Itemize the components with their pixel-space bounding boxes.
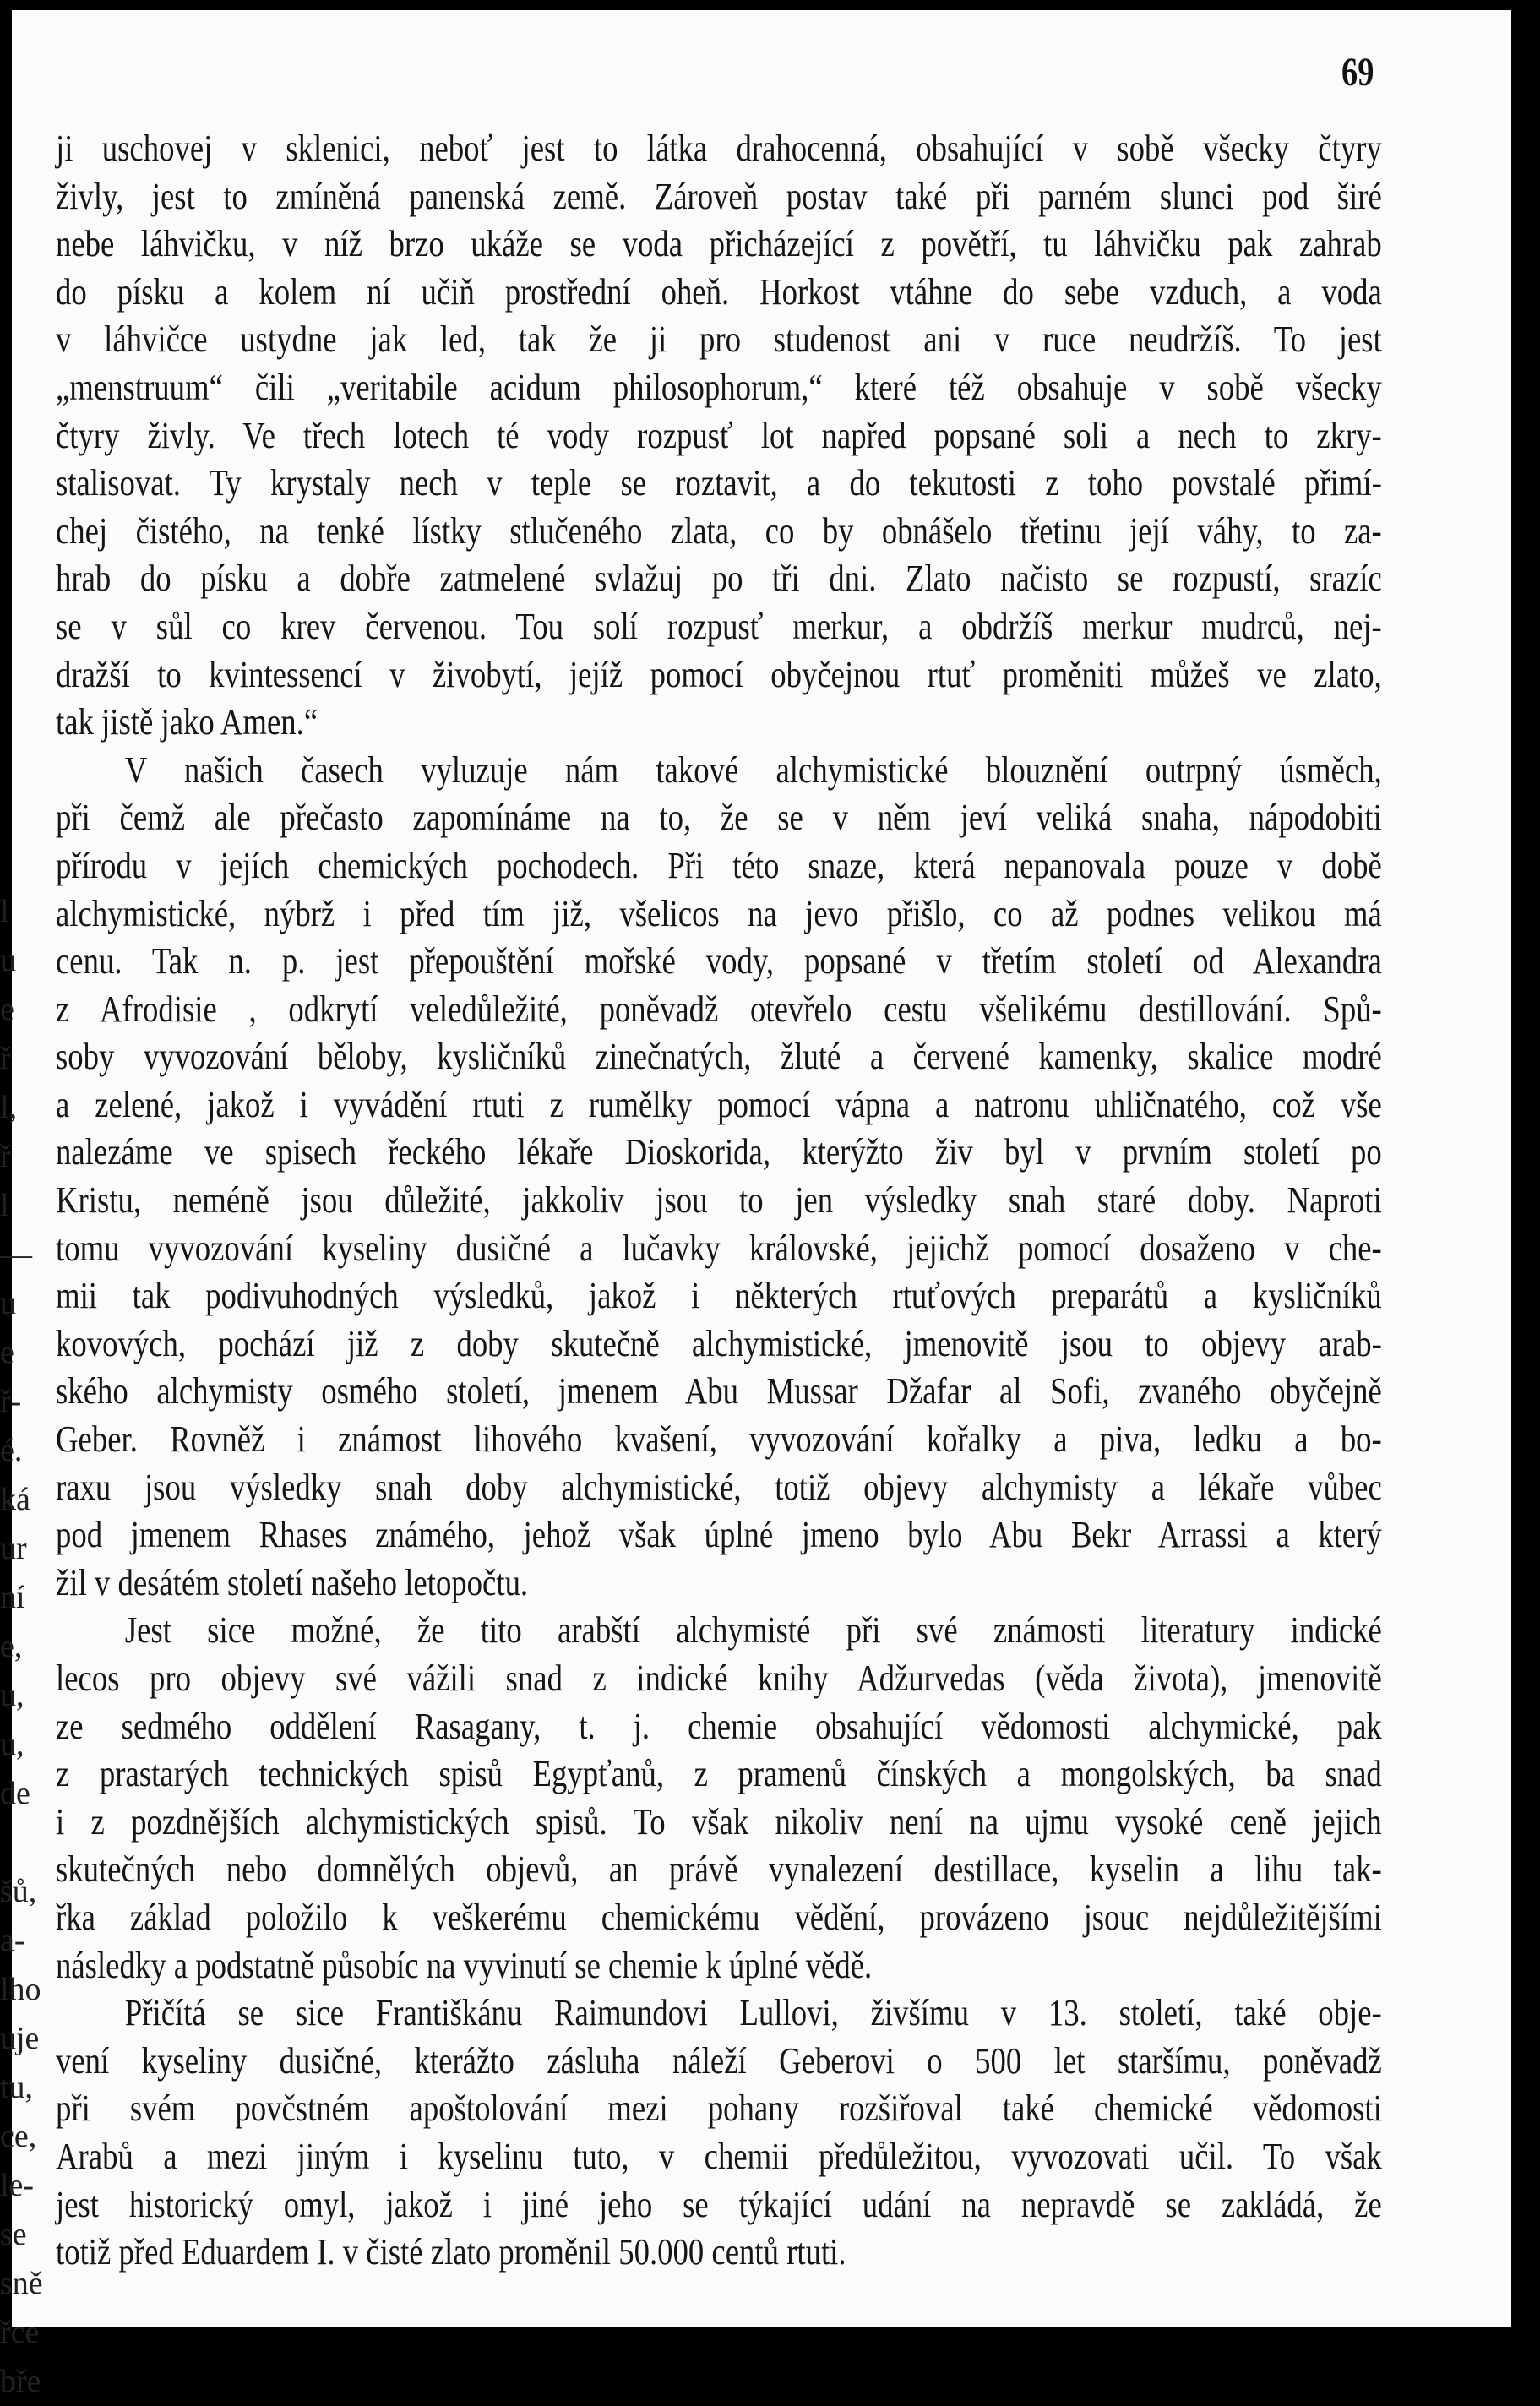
text-line: skutečných nebo domnělých objevů, an právě vynalezení destillace, kyselin a lihu tak- — [56, 1848, 1382, 1891]
text-line: z Afrodisie , odkrytí veledůležité, poněvadž otevřelo cestu všelikému destillování. Spů- — [56, 988, 1382, 1030]
text-line: při svém povčstném apoštolování mezi pohany rozšiřoval také chemické vědomosti — [56, 2088, 1382, 2130]
bleed-fragment: bře — [0, 2364, 41, 2399]
bleed-fragment: — — [0, 1237, 32, 1272]
bleed-fragment — [0, 1818, 49, 1867]
text-line: totiž před Eduardem I. v čisté zlato proměnil 50.000 centů rtuti. — [56, 2231, 846, 2273]
bleed-fragment: tu, — [0, 2070, 34, 2105]
bleed-fragment: šů, — [0, 1874, 37, 1909]
bleed-fragment: ř- — [0, 1384, 22, 1419]
bleed-fragment: ur — [0, 1531, 27, 1566]
bleed-fragment: u, — [0, 1727, 24, 1762]
bleed-fragment: uje — [0, 2021, 40, 2056]
bleed-fragment: l — [0, 1188, 9, 1223]
text-line: a zelené, jakož i vyvádění rtuti z rumělky pomocí vápna a natronu uhličnatého, což vše — [56, 1083, 1382, 1125]
bleed-fragment: a- — [0, 1923, 25, 1958]
bleed-fragment: e — [0, 992, 14, 1027]
page-number: 69 — [1341, 50, 1374, 95]
bleed-fragment: le- — [0, 2168, 35, 2203]
bleed-fragment: u — [0, 1286, 16, 1321]
text-line: čtyry živly. Ve třech lotech té vody rozpusť lot napřed popsané soli a nech to zkry- — [56, 414, 1382, 456]
text-line: stalisovat. Ty krystaly nech v teple se roztavit, a do tekutosti z toho povstalé přimí- — [56, 462, 1382, 504]
text-line: Kristu, neméně jsou důležité, jakkoliv jsou to jen výsledky snah staré doby. Naproti — [56, 1179, 1382, 1222]
text-line: nalezáme ve spisech řeckého lékaře Dioskorida, kterýžto živ byl v prvním století po — [56, 1131, 1382, 1173]
bleed-fragment: ř — [0, 1041, 11, 1076]
text-line: se v sůl co krev červenou. Tou solí rozpusť merkur, a obdržíš merkur mudrců, nej- — [56, 605, 1382, 647]
text-line: „menstruum“ čili „veritabile acidum philosophorum,“ které též obsahuje v sobě všecky — [56, 366, 1382, 408]
bleed-fragment: u — [0, 943, 16, 978]
text-line: žil v desátém století našeho letopočtu. — [56, 1561, 529, 1603]
body-text — [56, 125, 1382, 2277]
text-line: Arabů a mezi jiným i kyselinu tuto, v chemii předůležitou, vyvozovati učil. To však — [56, 2135, 1382, 2177]
text-line: lecos pro objevy své vážili snad z indické knihy Adžurvedas (věda života), jmenovitě — [56, 1658, 1382, 1699]
text-line: při čemž ale přečasto zapomínáme na to, že se v něm jeví veliká snaha, nápodobiti — [56, 797, 1382, 839]
text-line: tak jistě jako Amen.“ — [56, 701, 318, 743]
bleed-fragment: ce, — [0, 2119, 37, 2154]
bleed-fragment: sně — [0, 2266, 43, 2301]
text-line: Přičítá se sice Františkánu Raimundovi Lullovi, živšímu v 13. století, také obje- — [124, 1992, 1382, 2034]
bleed-fragment: l, — [0, 1090, 18, 1125]
text-line: alchymistické, nýbrž i před tím již, všelicos na jevo přišlo, co až podnes velikou má — [56, 892, 1382, 934]
text-line: v láhvičce ustydne jak led, tak že ji pro studenost ani v ruce neudržíš. To jest — [56, 318, 1382, 361]
text-line: soby vyvozování běloby, kysličníků zinečnatých, žluté a červené kamenky, skalice modré — [56, 1036, 1382, 1078]
text-line: do písku a kolem ní učiň prostřední oheň. Horkost vtáhne do sebe vzduch, a voda — [56, 270, 1382, 313]
text-line: cenu. Tak n. p. jest přepouštění mořské vody, popsané v třetím století od Alexandra — [56, 940, 1382, 983]
text-line: i z pozdnějších alchymistických spisů. To však nikoliv není na ujmu vysoké ceně jejich — [56, 1800, 1382, 1843]
text-line: jest historický omyl, jakož i jiné jeho se týkající udání na nepravdě se zakládá, že — [56, 2183, 1382, 2225]
text-line: raxu jsou výsledky snah doby alchymistické, totiž objevy alchymisty a lékaře vůbec — [56, 1466, 1382, 1508]
text-line: pod jmenem Rhases známého, jehož však úplné jmeno bylo Abu Bekr Arrassi a který — [56, 1514, 1382, 1556]
text-line: nebe láhvičku, v níž brzo ukáže se voda přicházející z povětří, tu láhvičku pak zahrab — [56, 223, 1382, 265]
bleed-fragment: lho — [0, 1972, 41, 2007]
text-line: řka základ položilo k veškerému chemickému vědění, provázeno jsouc nejdůležitějšími — [56, 1896, 1382, 1938]
text-line: dražší to kvintessencí v živobytí, jejíž pomocí obyčejnou rtuť proměniti můžeš ve zlato, — [56, 653, 1382, 695]
text-line: mii tak podivuhodných výsledků, jakož i některých rtuťových preparátů a kysličníků — [56, 1275, 1382, 1317]
bleed-fragment: ká — [0, 1482, 30, 1517]
text-line: následky a podstatně působíc na vyvinutí se chemie k úplné vědě. — [56, 1944, 873, 1986]
bleed-fragment: l — [0, 894, 9, 929]
text-line: živly, jest to zmíněná panenská země. Zároveň postav také při parném slunci pod širé — [56, 175, 1382, 217]
bleed-fragment: se — [0, 2217, 27, 2252]
bleed-fragment: é. — [0, 1433, 23, 1468]
bleed-fragment: ní — [0, 1580, 25, 1615]
bleed-fragment: de — [0, 1776, 30, 1811]
text-line: chej čistého, na tenké lístky stlučeného zlata, co by obnášelo třetinu její váhy, to za- — [56, 509, 1382, 552]
text-line: ze sedmého oddělení Rasagany, t. j. chemie obsahující vědomosti alchymické, pak — [56, 1705, 1382, 1747]
bleed-fragment: ř — [0, 1139, 11, 1174]
bleed-fragment: řce — [0, 2315, 40, 2350]
text-line: hrab do písku a dobře zatmelené svlažuj po tři dni. Zlato načisto se rozpustí, srazíc — [56, 558, 1382, 600]
text-line: Jest sice možné, že tito arabští alchymisté při své známosti literatury indické — [124, 1609, 1382, 1652]
text-line: kovových, pochází již z doby skutečně alchymistické, jmenovitě jsou to objevy arab- — [56, 1322, 1382, 1364]
bleed-fragment: u, — [0, 1678, 24, 1713]
text-line: z prastarých technických spisů Egypťanů, z pramenů čínských a mongolských, ba snad — [56, 1753, 1382, 1795]
bleed-fragment: e, — [0, 1629, 23, 1664]
text-line: ji uschovej v sklenici, neboť jest to látka drahocenná, obsahující v sobě všecky čtyry — [56, 128, 1382, 169]
text-line: tomu vyvozování kyseliny dusičné a lučavky královské, jejichž pomocí dosaženo v che- — [56, 1227, 1382, 1269]
bleed-fragment: e — [0, 1335, 14, 1370]
facing-page-bleed — [0, 887, 49, 2399]
text-line: přírodu v jejích chemických pochodech. Při této snaze, která nepanovala pouze v době — [56, 844, 1382, 886]
text-line: V našich časech vyluzuje nám takové alchymistické blouznění outrpný úsměch, — [124, 748, 1382, 791]
text-line: Geber. Rovněž i známost lihového kvašení, vyvozování kořalky a piva, ledku a bo- — [56, 1418, 1382, 1461]
text-line: ského alchymisty osmého století, jmenem Abu Mussar Džafar al Sofi, zvaného obyčejně — [56, 1370, 1382, 1413]
text-line: vení kyseliny dusičné, kterážto zásluha náleží Geberovi o 500 let staršímu, poněvadž — [56, 2039, 1382, 2082]
